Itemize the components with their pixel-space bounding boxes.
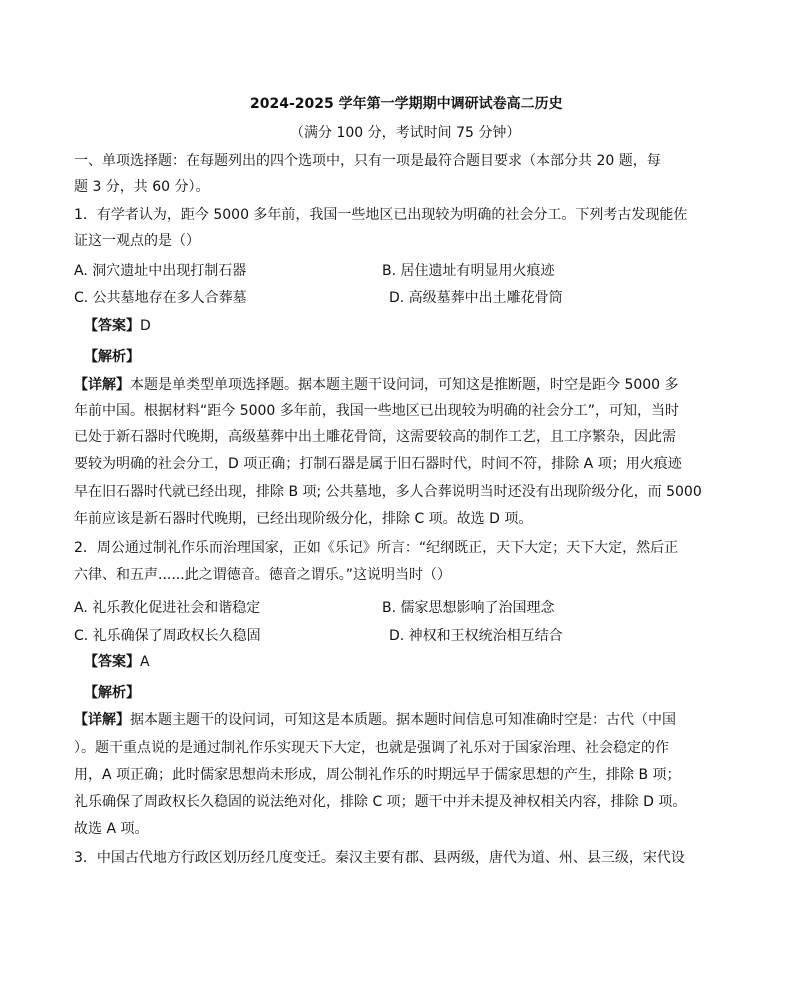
- q2-detail-line5: 故选 A 项。: [74, 821, 149, 837]
- q2-stem-line1: 2．周公通过制礼作乐而治理国家，正如《乐记》所言：“纪纲既正，天下大定；天下大定，然后正: [74, 540, 679, 556]
- q2-detail-line1: [74, 711, 676, 729]
- q1-answer: [84, 317, 151, 335]
- answer-label: 【答案】: [84, 318, 140, 334]
- q1-detail-line1: [74, 376, 679, 394]
- q2-detail-line3: 用，A 项正确；此时儒家思想尚未形成，周公制礼作乐的时期远早于儒家思想的产生，排除 B 项；: [74, 767, 681, 783]
- q2-answer: [84, 653, 150, 671]
- q1-option-d: D. 高级墓葬中出土雕花骨筒: [389, 290, 563, 306]
- section-heading-line1: 一、单项选择题：在每题列出的四个选项中，只有一项是最符合题目要求（本部分共 20 题，每: [74, 153, 661, 169]
- q1-option-b: B. 居住遗址有明显用火痕迹: [382, 263, 555, 279]
- q2-detail-line4: 礼乐确保了周政权长久稳固的说法绝对化，排除 C 项；题干中并未提及神权相关内容，排除 D 项。: [74, 794, 687, 810]
- q1-detail-line4: 要较为明确的社会分工，D 项正确；打制石器是属于旧石器时代，时间不符，排除 A 项；用火痕迹: [74, 456, 682, 472]
- detail-text: 据本题主题干的设问词，可知这是本质题。据本题时间信息可知准确时空是：古代（中国: [130, 712, 676, 728]
- answer-label: 【答案】: [84, 654, 140, 670]
- q2-stem-line2: 六律、和五声......此之谓德音。德音之谓乐。”这说明当时（）: [74, 567, 451, 583]
- q2-option-d: D. 神权和王权统治相互结合: [389, 628, 563, 644]
- answer-value: D: [140, 318, 151, 334]
- q2-option-a: A. 礼乐教化促进社会和谐稳定: [74, 600, 261, 616]
- q1-stem-line1: 1．有学者认为，距今 5000 多年前，我国一些地区已出现较为明确的社会分工。下列考古发现能佐: [74, 207, 688, 223]
- exam-subtitle: （满分 100 分，考试时间 75 分钟）: [290, 125, 521, 141]
- q1-option-c: C. 公共墓地存在多人合葬墓: [74, 290, 247, 306]
- q1-analysis-label: 【解析】: [84, 349, 140, 365]
- q1-detail-line3: 已处于新石器时代晚期，高级墓葬中出土雕花骨筒，这需要较高的制作工艺，且工序繁杂，因此需: [74, 429, 676, 445]
- q2-option-b: B. 儒家思想影响了治国理念: [382, 600, 555, 616]
- q2-analysis-label: 【解析】: [84, 685, 140, 701]
- q1-detail-line6: 年前应该是新石器时代晚期，已经出现阶级分化，排除 C 项。故选 D 项。: [74, 511, 533, 527]
- section-heading-line2: 题 3 分，共 60 分）。: [74, 179, 210, 195]
- detail-label: 【详解】: [74, 712, 130, 728]
- answer-value: A: [140, 654, 150, 670]
- q1-detail-line2: 年前中国。根据材料“距今 5000 多年前，我国一些地区已出现较为明确的社会分工”，可知，当时: [74, 403, 680, 419]
- q3-stem-line1: 3．中国古代地方行政区划历经几度变迁。秦汉主要有郡、县两级，唐代为道、州、县三级，宋代设: [74, 850, 685, 866]
- q1-option-a: A. 洞穴遗址中出现打制石器: [74, 263, 247, 279]
- q1-detail-line5: 早在旧石器时代就已经出现，排除 B 项; 公共墓地，多人合葬说明当时还没有出现阶级分化，而 5000: [74, 484, 702, 500]
- exam-title: 2024-2025 学年第一学期期中调研试卷高二历史: [250, 96, 563, 112]
- q2-option-c: C. 礼乐确保了周政权长久稳固: [74, 628, 261, 644]
- detail-label: 【详解】: [74, 377, 130, 393]
- detail-text: 本题是单类型单项选择题。据本题主题干设问词，可知这是推断题，时空是距今 5000 多: [130, 377, 679, 393]
- q2-detail-line2: ）。题干重点说的是通过制礼作乐实现天下大定，也就是强调了礼乐对于国家治理、社会稳定的作: [74, 740, 669, 756]
- q1-stem-line2: 证这一观点的是（）: [74, 233, 200, 249]
